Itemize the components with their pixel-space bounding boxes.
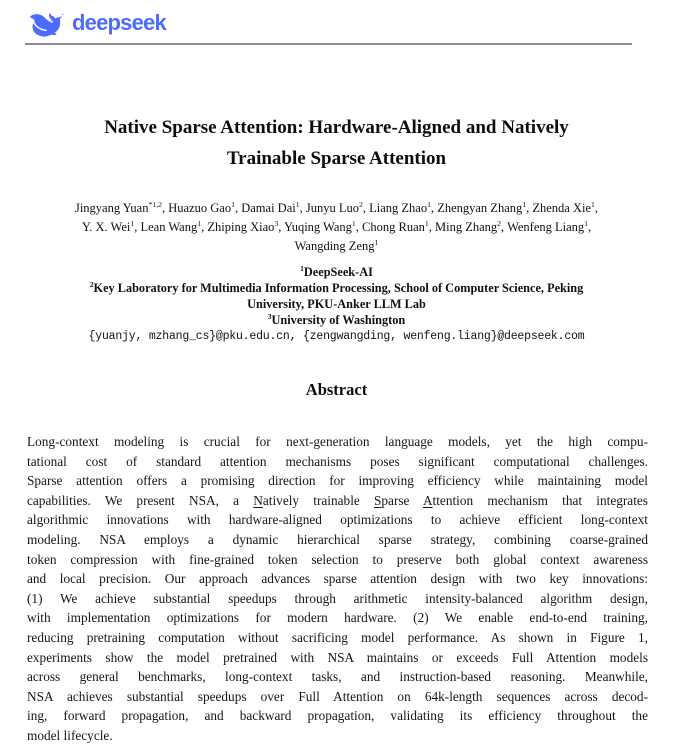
author: Zhenda Xie$^1$,	[532, 199, 599, 215]
author: Y. X. Wei$^1$,	[81, 218, 138, 234]
paper-title	[0, 112, 673, 174]
affiliation-line: University, PKU-Anker LLM Lab	[247, 297, 426, 311]
abstract-line: algorithmic innovations with hardware-aligned optimizations to achieve efficient long-context	[27, 512, 648, 528]
abstract-line: tational cost of standard attention mechanisms poses significant computational challenges.	[27, 453, 648, 469]
author: Damai Dai$^1$,	[241, 199, 303, 215]
abstract-line: reducing pretraining computation without sacrificing model performance. As shown in Figure 1,	[27, 629, 648, 645]
author-affiliation-sup: 1	[295, 199, 300, 209]
affiliation-sup: 1	[300, 263, 304, 273]
author-affiliation-sup: *1,2	[148, 199, 163, 209]
author-affiliation-sup: 2	[358, 199, 363, 209]
author-affiliation-sup: 1	[427, 199, 431, 209]
abstract-line: model lifecycle.	[27, 727, 113, 743]
site-header	[0, 0, 673, 45]
affiliation-line: $^3$University of Washington	[267, 311, 406, 327]
abstract-line: token compression with fine-grained token selection to preserve both global context awareness	[27, 551, 648, 567]
paper-body	[0, 112, 673, 746]
affiliation-sup: 3	[267, 311, 272, 321]
author-affiliation-sup: 1	[424, 218, 429, 228]
abstract-line: Long-context modeling is crucial for next-generation language models, yet the high compu-	[27, 434, 648, 449]
deepseek-wordmark: deepseek	[72, 10, 166, 35]
paper-title-line-1: Native Sparse Attention: Hardware-Aligned and Natively	[104, 117, 569, 138]
author: Zhengyan Zhang$^1$,	[437, 199, 530, 215]
abstract-body	[27, 432, 648, 746]
author: Lean Wang$^1$,	[140, 218, 205, 234]
author-line	[0, 218, 673, 237]
abstract-line: ing, forward propagation, and backward propagation, validating its efficiency throughout the	[27, 708, 648, 724]
abstract-line: Sparse attention offers a promising direction for improving efficiency while maintaining model	[27, 473, 648, 489]
author: Jingyang Yuan$^{*1,2}$,	[74, 199, 166, 215]
author: Liang Zhao$^1$,	[369, 199, 435, 215]
author-affiliation-sup: 1	[374, 237, 379, 247]
author: Ming Zhang$^2$,	[435, 218, 505, 234]
author-line	[0, 237, 673, 256]
author: Zhiping Xiao$^3$,	[207, 218, 282, 234]
author: Chong Ruan$^1$,	[362, 218, 432, 234]
deepseek-whale-icon	[25, 11, 65, 40]
author-affiliation-sup: 1	[522, 199, 527, 209]
author: Wangding Zeng$^1$	[294, 237, 379, 253]
affiliation-list	[0, 264, 673, 328]
author-affiliation-sup: 1	[197, 218, 202, 228]
author-line	[0, 199, 673, 218]
author-affiliation-sup: 2	[497, 218, 502, 228]
author: Junyu Luo$^2$,	[305, 199, 366, 215]
abstract-line: and local precision. Our approach advances sparse attention design with two key innovations:	[27, 571, 648, 587]
author-emails: {yuanjy, mzhang_cs}@pku.edu.cn, {zengwangding, wenfeng.liang}@deepseek.com	[88, 330, 585, 343]
author-affiliation-sup: 1	[584, 218, 589, 228]
abstract-line: NSA achieves substantial speedups over Full Attention on 64k-length sequences across decod-	[27, 688, 648, 704]
author-affiliation-sup: 1	[231, 199, 235, 209]
author: Huazuo Gao$^1$,	[168, 199, 239, 215]
author-affiliation-sup: 1	[591, 199, 595, 209]
deepseek-logo	[25, 9, 632, 41]
author: Wenfeng Liang$^1$,	[507, 218, 592, 234]
abstract-line: modeling. NSA employs a dynamic hierarchical sparse strategy, combining coarse-grained	[27, 531, 648, 547]
author-list	[0, 199, 673, 256]
abstract-heading: Abstract	[305, 380, 368, 399]
abstract-line: experiments show the model pretrained with NSA maintains or exceeds Full Attention models	[27, 649, 648, 665]
paper-title-line-2: Trainable Sparse Attention	[226, 148, 447, 169]
affiliation-sup: 2	[89, 279, 94, 289]
abstract-line: (1) We achieve substantial speedups through arithmetic intensity-balanced algorithm design,	[27, 590, 648, 606]
author-affiliation-sup: 1	[130, 218, 135, 228]
abstract-line: capabilities. We present NSA, a Natively trainable Sparse Attention mechanism that integrates	[27, 492, 648, 508]
abstract-line: across general benchmarks, long-context tasks, and instruction-based reasoning. Meanwhile,	[27, 669, 648, 685]
author-affiliation-sup: 3	[274, 218, 279, 228]
affiliation-line: $^2$Key Laboratory for Multimedia Information Processing, School of Computer Science, Peking	[89, 279, 584, 295]
header-divider	[25, 43, 632, 45]
affiliation-line: $^1$DeepSeek-AI	[300, 263, 373, 279]
abstract-line: with implementation optimizations for modern hardware. (2) We enable end-to-end training,	[27, 610, 648, 626]
author-affiliation-sup: 1	[351, 218, 356, 228]
author: Yuqing Wang$^1$,	[284, 218, 359, 234]
